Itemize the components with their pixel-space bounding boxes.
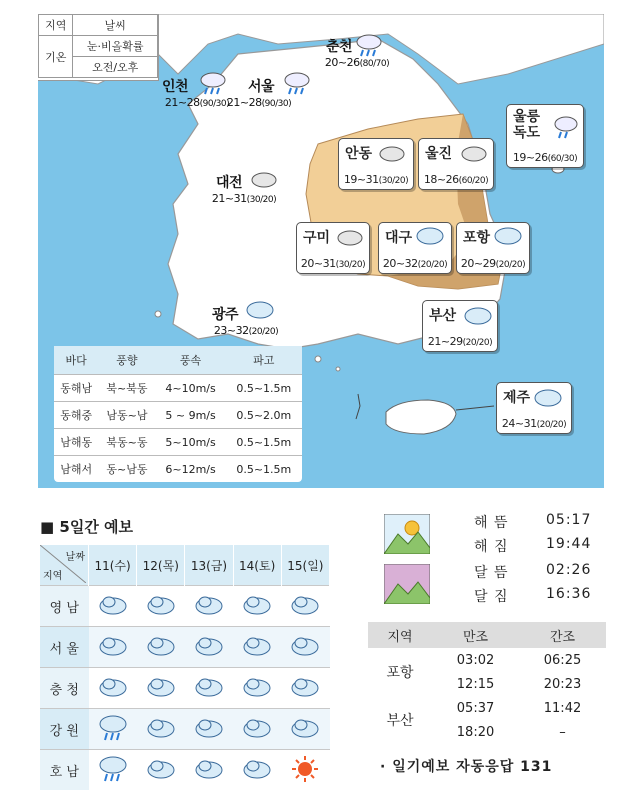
city-name: 안동 [345,146,373,162]
cloudy-icon [460,144,488,162]
sea-row: 남해서 동~남동 6~12m/s 0.5~1.5m [54,456,302,483]
tide-row: 부산 05:37 11:42 [386,700,582,729]
rain-icon [282,70,312,96]
cloudy-icon [233,627,281,668]
city-name: 춘천 [326,39,353,55]
cloudy-icon [185,627,233,668]
city-range: 18~26(60/20) [423,173,489,186]
rain-icon [89,709,137,750]
city-name: 인천 [162,79,189,95]
city-range: 20~26(80/70) [324,56,390,69]
city-name: 대전 [216,175,243,191]
city-name: 울진 [425,146,453,162]
map-legend [38,14,159,81]
cloudy-icon [185,586,233,627]
cloudy-icon [89,627,137,668]
city-name: 광주 [212,307,239,323]
city-name: 포항 [463,230,491,246]
cloudy-icon [89,586,137,627]
sunset-label: 해 짐 [474,539,509,555]
cloudy-icon [185,668,233,709]
forecast-title: ■ 5일간 예보 [40,518,134,536]
cloudy-icon [492,224,524,246]
forecast-region: 호 남 [40,750,89,791]
tide-header: 간조 [519,622,606,648]
cloudy-icon [462,304,494,326]
moon-icon [384,564,430,604]
rain-icon [198,70,228,96]
cloudy-icon [185,750,233,791]
forecast-day: 11(수) [89,545,137,586]
city-range: 20~29(20/20) [460,257,526,270]
sea-header: 풍속 [156,346,226,375]
city-range: 20~31(30/20) [300,257,366,270]
sun-moon-panel [380,508,610,608]
forecast-row [40,586,330,627]
cloudy-icon [89,668,137,709]
city-range: 21~28(90/30) [226,96,292,109]
tide-row: 18:20 – [456,724,566,740]
cloudy-icon [336,228,364,246]
legend-precip: 눈·비올확률 [73,36,158,57]
cloudy-icon [185,709,233,750]
moonset-time: 16:36 [546,586,592,602]
forecast-table [40,545,330,790]
forecast-row [40,750,330,791]
city-range: 19~26(60/30) [512,151,578,164]
cloudy-icon [137,627,185,668]
forecast-region: 강 원 [40,709,89,750]
cloudy-icon [137,586,185,627]
sunny-icon [281,750,329,791]
legend-region: 지역 [39,15,73,36]
forecast-row [40,627,330,668]
tide-row: 포항 03:02 06:25 [386,652,582,681]
cloudy-icon [233,668,281,709]
sea-row: 동해남 북~북동 4~10m/s 0.5~1.5m [54,375,302,402]
forecast-day: 15(일) [281,545,329,586]
cloudy-icon [281,709,329,750]
cloudy-icon [233,709,281,750]
tide-header: 만조 [432,622,519,648]
forecast-day: 13(금) [185,545,233,586]
city-range: 24~31(20/20) [501,417,567,430]
cloudy-icon [137,750,185,791]
forecast-day: 14(토) [233,545,281,586]
cloudy-icon [233,586,281,627]
legend-weather: 날씨 [73,15,158,36]
sea-header: 풍향 [98,346,155,375]
city-name: 대구 [385,230,413,246]
cloudy-icon [532,386,564,408]
sunrise-label: 해 뜸 [474,515,509,531]
city-name: 서울 [248,79,275,95]
moonset-label: 달 짐 [474,589,509,605]
cloudy-icon [244,298,276,320]
forecast-region: 충 청 [40,668,89,709]
cloudy-icon [414,224,446,246]
cloudy-icon [233,750,281,791]
cloudy-icon [281,668,329,709]
cloudy-icon [281,586,329,627]
tide-row: 12:15 20:23 [456,676,582,692]
forecast-row [40,668,330,709]
rain-icon [354,32,384,58]
sea-conditions-table [54,346,302,482]
sun-icon [384,514,430,554]
city-range: 21~31(30/20) [211,192,277,205]
city-name: 구미 [303,230,331,246]
jeju-island [386,400,456,434]
forecast-region: 영 남 [40,586,89,627]
rain-icon [89,750,137,791]
city-name: 울릉 독도 [513,109,541,141]
cloudy-icon [137,709,185,750]
cloudy-icon [281,627,329,668]
city-range: 21~29(20/20) [427,335,493,348]
forecast-corner: 날짜 지역 [40,545,89,586]
city-range: 23~32(20/20) [213,324,279,337]
city-name: 부산 [429,308,457,324]
forecast-row [40,709,330,750]
cloudy-icon [250,170,278,188]
sea-row: 남해동 북동~동 5~10m/s 0.5~1.5m [54,429,302,456]
city-range: 20~32(20/20) [382,257,448,270]
sunset-time: 19:44 [546,536,592,552]
moonrise-label: 달 뜸 [474,565,509,581]
rain-icon [552,114,580,140]
phone-info: · 일기예보 자동응답 131 [380,759,553,775]
sunrise-time: 05:17 [546,512,592,528]
city-range: 21~28(90/30) [164,96,230,109]
forecast-region: 서 울 [40,627,89,668]
moonrise-time: 02:26 [546,562,592,578]
sea-header: 바다 [54,346,98,375]
legend-ampm: 오전/오후 [73,57,158,78]
city-range: 19~31(30/20) [343,173,409,186]
tide-table [368,622,606,744]
forecast-day: 12(목) [137,545,185,586]
city-name: 제주 [503,390,531,406]
cloudy-icon [378,144,406,162]
tide-header: 지역 [368,622,432,648]
legend-temp: 기온 [39,36,73,78]
cloudy-icon [137,668,185,709]
sea-row: 동해중 남동~남 5 ~ 9m/s 0.5~2.0m [54,402,302,429]
sea-header: 파고 [226,346,302,375]
